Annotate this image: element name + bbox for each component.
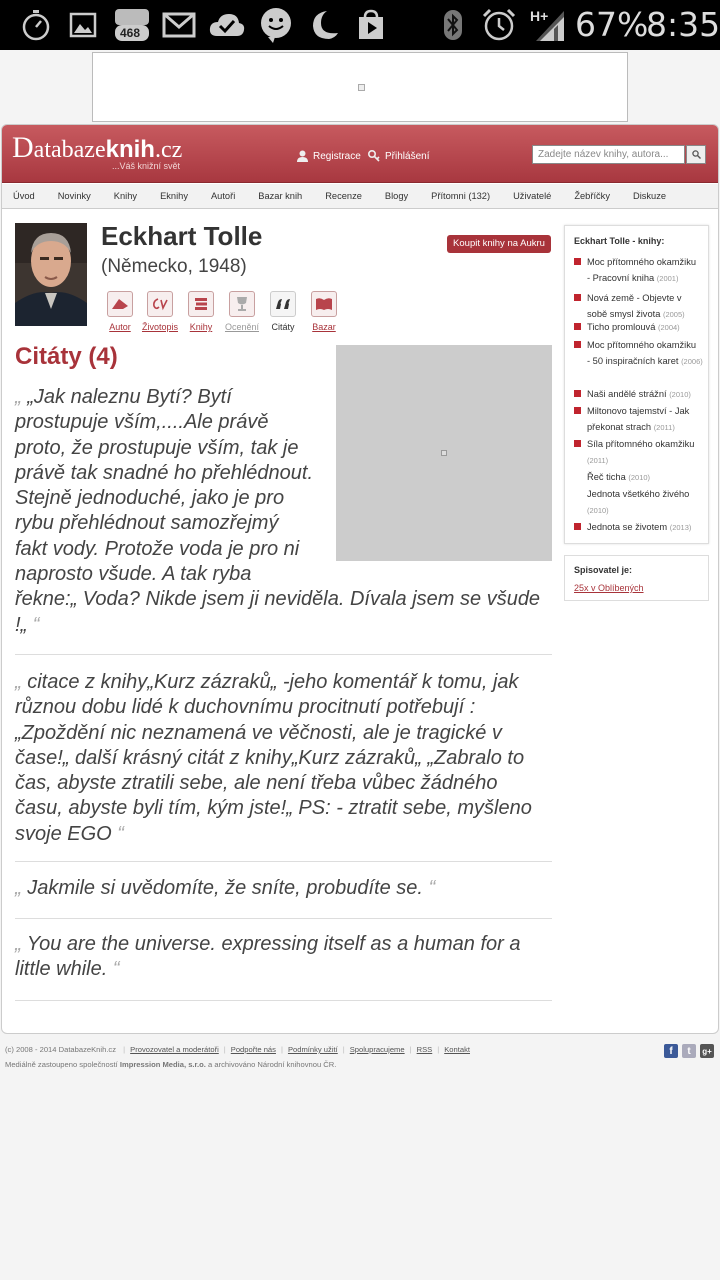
quote-line: čase!„ další krásný citát z knihy„Kurz zázraků„ „Zabralo to (15, 746, 525, 769)
quote-line: proto, že prostupuje vším, tak je (15, 436, 299, 459)
nav-item[interactable]: Bazar knih (258, 191, 303, 201)
quote-divider (15, 861, 552, 862)
quote-item (15, 876, 435, 901)
bullet-icon (574, 523, 581, 530)
quote-line: právě tak snadné ho přehlédnout. (15, 461, 313, 484)
smiley-chat-icon (257, 6, 295, 44)
register-label: Registrace (313, 150, 361, 162)
logo-part1: atabaze (33, 137, 106, 163)
book-title-line: překonat strach (587, 422, 652, 432)
book-year: (2004) (657, 323, 680, 332)
open-quote-mark: „ (15, 933, 22, 955)
sidebar-book-link[interactable] (574, 486, 704, 519)
footer-separator: | (223, 1045, 226, 1054)
close-quote-mark: “ (117, 822, 124, 845)
quote-divider (15, 918, 552, 919)
register-link[interactable] (297, 150, 361, 162)
book-year: (2010) (669, 390, 691, 399)
footer-links (5, 1045, 470, 1054)
nav-item[interactable]: Novinky (57, 191, 91, 201)
book-title-line: Moc přítomného okamžiku (587, 257, 697, 267)
author-photo (15, 223, 87, 326)
sidebar-book-link[interactable] (574, 519, 704, 536)
bullet-icon (574, 407, 581, 414)
book-year: (2006) (681, 357, 703, 366)
quote-divider (15, 1000, 552, 1001)
clock: 8:35 (646, 5, 720, 44)
nav-item[interactable]: Diskuze (632, 191, 667, 201)
author-icon (107, 291, 133, 317)
author-origin: (Německo, 1948) (101, 256, 247, 277)
moon-icon (304, 6, 342, 44)
book-year: (2013) (669, 523, 692, 532)
ad-banner[interactable] (92, 52, 628, 122)
book-title-line: sobě smysl života (587, 309, 661, 319)
sidebar-book-link[interactable] (574, 254, 704, 287)
quote-item (15, 670, 532, 847)
nav-item[interactable]: Úvod (13, 191, 35, 201)
tab-label: Životopis (141, 322, 178, 332)
sidebar-book-link[interactable] (574, 319, 704, 336)
book-year: (2011) (653, 423, 675, 432)
quote-line: Stejně jednoduché, jako je pro (15, 487, 285, 510)
footer-link[interactable]: Spolupracujeme (349, 1045, 405, 1054)
book-title-line: Moc přítomného okamžiku (587, 340, 697, 350)
footer-link[interactable]: RSS (416, 1045, 433, 1054)
user-icon (297, 150, 308, 162)
writer-box (564, 555, 709, 601)
book-title-line: Jednota se životem (587, 522, 668, 532)
footer-link[interactable]: Kontakt (444, 1045, 470, 1054)
close-quote-mark: “ (32, 613, 40, 636)
tab-bazar[interactable] (304, 291, 344, 332)
quotes-title: Citáty (4) (15, 343, 118, 370)
twitter-icon[interactable]: t (682, 1044, 696, 1058)
close-quote-mark: “ (428, 877, 436, 899)
footer-separator: | (342, 1045, 345, 1054)
quote-line: čas, abyste ztratili sebe, ale není třeba vůbec žádného (15, 772, 498, 795)
sidebar-book-link[interactable] (574, 403, 704, 436)
tab-label: Knihy (189, 322, 213, 332)
quote-line: času, abyste byli tím, kým jste!„ PS: - ztratit sebe, myšleno (15, 797, 532, 820)
bullet-icon (574, 440, 581, 447)
book-year: (2010) (628, 473, 651, 482)
book-year: (2010) (587, 506, 609, 515)
book-title-line: - Pracovní kniha (587, 273, 655, 283)
logo-part2: knih (105, 136, 155, 163)
cloud-check-icon (208, 6, 246, 44)
site-header (2, 125, 719, 183)
bazaar-book-icon (311, 291, 337, 317)
notification-badge-icon (111, 6, 153, 44)
quote-line: fakt vody. Protože voda je pro ni (15, 537, 300, 560)
google-plus-icon[interactable]: g+ (700, 1044, 714, 1058)
footer-link[interactable]: Podpořte nás (230, 1045, 276, 1054)
author-name: Eckhart Tolle (101, 221, 263, 251)
footer-note (5, 1060, 336, 1069)
quote-line: naprosto všude. A tak ryba (15, 563, 252, 586)
tab-autor[interactable] (100, 291, 140, 332)
nav-item[interactable]: Žebříčky (574, 191, 610, 201)
quote-divider (15, 654, 552, 655)
book-title-line: Naši andělé strážní (587, 389, 667, 399)
book-title-line: Síla přítomného okamžiku (587, 439, 695, 449)
footer-separator: | (409, 1045, 412, 1054)
logo-tagline: ...Váš knižní svět (112, 161, 181, 171)
nav-item[interactable]: Eknihy (160, 191, 188, 201)
book-year: (2005) (662, 310, 685, 319)
quote-item (15, 385, 540, 638)
status-bar (0, 0, 720, 50)
close-quote-mark: “ (112, 958, 120, 981)
tab-ocenění[interactable] (222, 291, 262, 332)
quote-line: little while. (15, 958, 108, 981)
search-input[interactable]: Zadejte název knihy, autora... (532, 145, 685, 164)
page-container (1, 124, 719, 1034)
sidebar-book-link[interactable] (574, 386, 704, 403)
bullet-icon (574, 390, 581, 397)
nav-item[interactable]: Uživatelé (513, 191, 552, 201)
book-title-line: - 50 inspiračních karet (587, 356, 679, 366)
open-quote-mark: „ (15, 877, 22, 899)
login-link[interactable] (368, 150, 429, 162)
quote-icon (270, 291, 296, 317)
bullet-icon (574, 294, 581, 301)
sidebar-title: Eckhart Tolle - knihy: (574, 236, 665, 246)
logo-part3: .cz (154, 137, 183, 163)
alarm-icon (480, 6, 518, 44)
tab-label: Ocenění (224, 322, 260, 332)
sidebar-book-link[interactable] (574, 436, 704, 469)
footer-separator: | (280, 1045, 283, 1054)
tab-label: Citáty (271, 322, 295, 332)
quote-line: „Zpoždění nic neznamená ve věčnosti, ale je tragické v (15, 721, 502, 744)
books-sidebar (564, 225, 709, 544)
biography-icon (147, 291, 173, 317)
nav-item[interactable]: Přítomni (132) (431, 191, 491, 201)
book-title-line: Jednota všetkého živého (587, 489, 690, 499)
quote-line: You are the universe. expressing itself as a human for a (26, 933, 521, 955)
stopwatch-icon (17, 6, 55, 44)
footer-separator: | (437, 1045, 440, 1054)
footer-note-c: a archivováno Národní knihovnou ČR. (205, 1060, 337, 1069)
facebook-icon[interactable]: f (664, 1044, 678, 1058)
footer-note-company[interactable]: Impression Media, s.r.o. (119, 1060, 206, 1069)
network-type: H+ (530, 8, 549, 24)
sidebar-book-link[interactable] (574, 337, 704, 370)
copyright: (c) 2008 - 2014 DatabazeKnih.cz (5, 1045, 117, 1054)
quote-line: citace z knihy„Kurz zázraků„ -jeho komentář k tomu, jak (27, 671, 519, 693)
key-icon (368, 150, 380, 162)
bullet-icon (574, 258, 581, 265)
book-year: (2011) (587, 456, 609, 465)
book-title-line: Miltonovo tajemství - Jak (587, 406, 690, 416)
writer-title: Spisovatel je: (574, 565, 633, 575)
book-year: (2001) (656, 274, 679, 283)
nav-item[interactable]: Blogy (384, 191, 409, 201)
quote-line: prostupuje vším,....Ale právě (15, 411, 269, 434)
search-button[interactable] (686, 145, 706, 164)
quote-line: svoje EGO (15, 822, 112, 845)
book-title-line: Ticho promlouvá (587, 322, 656, 332)
quote-line: !„ (15, 613, 28, 636)
quote-item (15, 932, 521, 983)
nav-item[interactable]: Knihy (113, 191, 138, 201)
gmail-icon (160, 6, 198, 44)
nav-item[interactable]: Autoři (210, 191, 236, 201)
notification-badge-count: 468 (120, 26, 141, 40)
books-icon (188, 291, 214, 317)
nav-item[interactable]: Recenze (325, 191, 362, 201)
search-icon (692, 150, 701, 159)
signal-icon (528, 6, 568, 44)
tab-label: Bazar (312, 322, 336, 332)
bullet-icon (574, 323, 581, 330)
tab-knihy[interactable] (181, 291, 221, 332)
sidebar-book-link[interactable] (574, 469, 704, 486)
battery-percent: 67% (575, 5, 649, 44)
broken-image-icon (358, 84, 365, 91)
trophy-icon (229, 291, 255, 317)
quote-line: „Jak naleznu Bytí? Bytí (27, 386, 232, 408)
bullet-icon (574, 341, 581, 348)
footer-separator: | (123, 1045, 126, 1054)
quote-line: různou dobu lidé k duchovnímu procitnutí potřebují : (15, 696, 476, 719)
book-title-line: Řeč ticha (587, 472, 626, 482)
quote-line: Jakmile si uvědomíte, že sníte, probudíte se. (27, 877, 423, 899)
site-logo[interactable] (12, 131, 183, 171)
tab-citáty[interactable] (263, 291, 303, 332)
gallery-icon (64, 6, 102, 44)
tab-životopis[interactable] (140, 291, 180, 332)
footer-link[interactable]: Podmínky užití (287, 1045, 338, 1054)
quote-line: rybu přehlédnout samozřejmý (15, 512, 279, 535)
open-quote-mark: „ (15, 671, 22, 693)
buy-books-button[interactable]: Koupit knihy na Aukru (447, 235, 551, 253)
logo-letter: D (12, 131, 34, 164)
open-quote-mark: „ (15, 386, 22, 408)
quote-line: řekne:„ Voda? Nikde jsem ji neviděla. Dívala jsem se všude (15, 588, 541, 611)
footer-link[interactable]: Provozovatel a moderátoři (130, 1045, 219, 1054)
tab-label: Autor (109, 322, 131, 332)
play-store-icon (352, 6, 390, 44)
main-nav (2, 184, 719, 209)
bluetooth-icon (434, 6, 472, 44)
login-label: Přihlášení (385, 150, 430, 162)
footer-note-a: Mediálně zastoupeno společností (5, 1060, 120, 1069)
favorites-link[interactable]: 25x v Oblíbených (574, 583, 644, 593)
book-title-line: Nová země - Objevte v (587, 293, 682, 303)
